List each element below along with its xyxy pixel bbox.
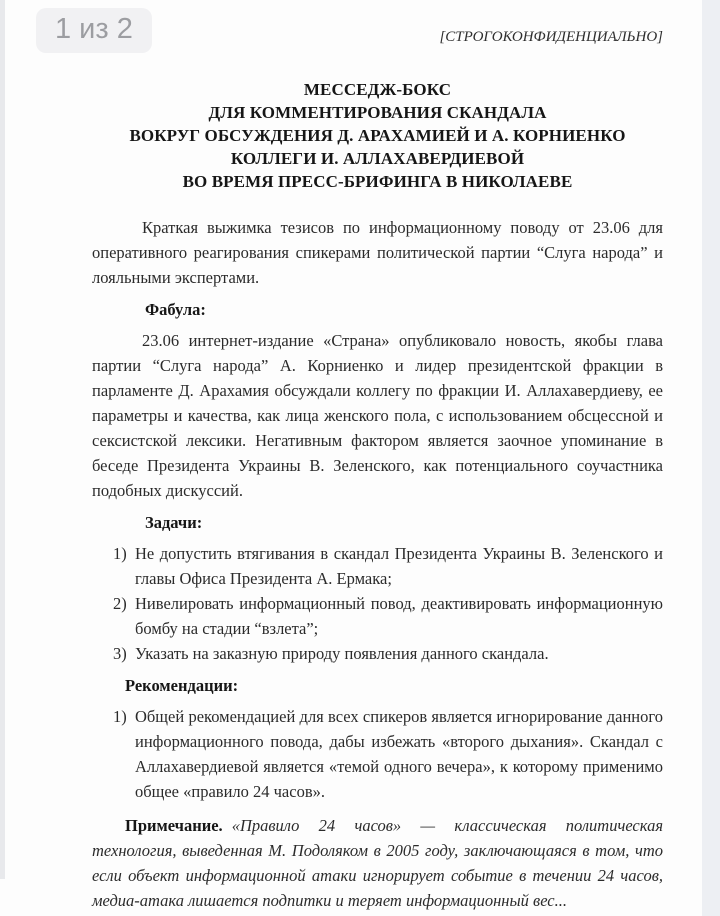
photo-edge-left bbox=[0, 0, 5, 879]
fabula-heading: Фабула: bbox=[145, 300, 206, 319]
recommendations-list bbox=[92, 704, 663, 804]
task-item-1 bbox=[92, 541, 663, 591]
recommendations-heading: Рекомендации: bbox=[125, 676, 239, 695]
title-line-4: КОЛЛЕГИ И. АЛЛАХАВЕРДИЕВОЙ bbox=[230, 149, 525, 168]
intro-paragraph: Краткая выжимка тезисов по информационному поводу от 23.06 для оперативного реагирования спикерами политической партии “Слуга народа” и лояльными экспертами. bbox=[92, 218, 663, 287]
title-line-1: МЕССЕДЖ-БОКС bbox=[303, 80, 452, 99]
title-line-2: ДЛЯ КОММЕНТИРОВАНИЯ СКАНДАЛА bbox=[208, 103, 547, 122]
recommendation-item-1 bbox=[92, 704, 663, 804]
page-indicator-badge: 1 из 2 bbox=[36, 8, 152, 53]
fabula-paragraph: 23.06 интернет-издание «Страна» опубликовало новость, якобы глава партии “Слуга народа” А. Корниенко и лидер президентской фракции в парламенте Д. Арахамия обсуждали коллегу по фракции И. Аллахавердиеву, ее параметры и качества, как лица женского пола, с использованием обсцессной и сексистской лексики. Негативным фактором является заочное упоминание в беседе Президента Украины В. Зеленского, как потенциального соучастника подобных дискуссий. bbox=[92, 331, 663, 500]
note-paragraph bbox=[92, 813, 663, 913]
photo-edge-right bbox=[702, 0, 720, 916]
title-line-3: ВОКРУГ ОБСУЖДЕНИЯ Д. АРАХАМИЕЙ И А. КОРНИЕНКО bbox=[129, 126, 626, 145]
task-number: 3) bbox=[113, 644, 127, 663]
title-line-5: ВО ВРЕМЯ ПРЕСС-БРИФИНГА В НИКОЛАЕВЕ bbox=[182, 172, 573, 191]
task-item-2 bbox=[92, 591, 663, 641]
recommendation-text: Общей рекомендацией для всех спикеров является игнорирование данного информационного повода, дабы избежать «второго дыхания». Скандал с Аллахавердиевой является «темой одного вечера», к которому применимо общее «правило 24 часов». bbox=[135, 707, 663, 801]
document-title bbox=[92, 78, 663, 193]
task-number: 2) bbox=[113, 594, 127, 613]
task-item-3 bbox=[92, 641, 663, 666]
task-text: Не допустить втягивания в скандал Президента Украины В. Зеленского и главы Офиса Президента А. Ермака; bbox=[135, 544, 663, 588]
recommendation-number: 1) bbox=[113, 707, 127, 726]
confidential-stamp: [СТРОГОКОНФИДЕНЦИАЛЬНО] bbox=[439, 29, 663, 45]
tasks-heading: Задачи: bbox=[145, 513, 203, 532]
note-text: «Правило 24 часов» — классическая политическая технология, выведенная М. Подоляком в 2005 году, заключающаяся в том, что если объект информационной атаки игнорирует событие в течении 24 часов, медиа-атака лишается подпитки и теряет информационный вес... bbox=[92, 816, 663, 910]
task-text: Указать на заказную природу появления данного скандала. bbox=[135, 644, 549, 663]
task-number: 1) bbox=[113, 544, 127, 563]
tasks-list bbox=[92, 541, 663, 666]
task-text: Нивелировать информационный повод, деактивировать информационную бомбу на стадии “взлета”; bbox=[135, 594, 663, 638]
note-label: Примечание. bbox=[125, 816, 223, 835]
